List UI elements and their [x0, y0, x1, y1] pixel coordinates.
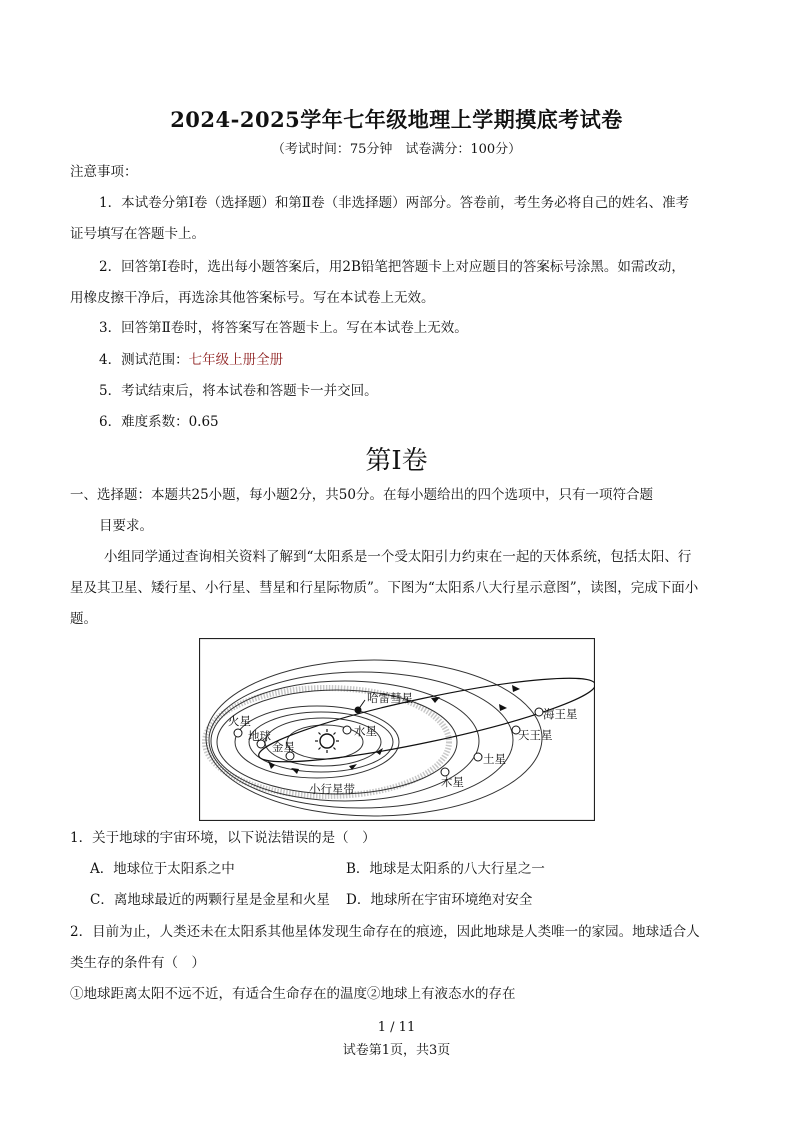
- label-asteroid-belt: 小行星带: [309, 782, 355, 796]
- question-1-option-d[interactable]: D．地球所在宇宙环境绝对安全: [346, 892, 533, 908]
- note-2-line-1: 2．回答第Ⅰ卷时，选出每小题答案后，用2B铅笔把答题卡上对应题目的答案标号涂黑。如需改动，: [99, 259, 685, 275]
- saturn-marker: [474, 753, 482, 761]
- solar-system-diagram: [199, 638, 595, 821]
- label-earth: 地球: [248, 729, 271, 743]
- note-1-line-2: 证号填写在答题卡上。: [70, 226, 205, 242]
- exam-title: 2024-2025学年七年级地理上学期摸底考试卷: [170, 107, 623, 132]
- label-venus: 金星: [272, 740, 295, 754]
- passage-line-2: 星及其卫星、矮行星、小行星、彗星和行星际物质”。下图为“太阳系八大行星示意图”，读图，完成下面小: [70, 580, 699, 596]
- page-info: 试卷第1页，共3页: [342, 1043, 451, 1058]
- note-4: [99, 350, 283, 371]
- question-1-option-b[interactable]: B．地球是太阳系的八大行星之一: [346, 861, 545, 877]
- neptune-marker: [535, 708, 543, 716]
- passage-line-1: 小组同学通过查询相关资料了解到“太阳系是一个受太阳引力约束在一起的天体系统，包括太阳、行: [104, 549, 692, 565]
- section-instruction-line-1: 一、选择题：本题共25小题，每小题2分，共50分。在每小题给出的四个选项中，只有一项符合题: [70, 487, 653, 503]
- label-uranus: 天王星: [518, 728, 553, 742]
- note-5: 5．考试结束后，将本试卷和答题卡一并交回。: [99, 383, 378, 399]
- question-2-stem-line-1: 2．目前为止，人类还未在太阳系其他星体发现生命存在的痕迹，因此地球是人类唯一的家园。地球适合人: [70, 924, 700, 940]
- label-neptune: 海王星: [543, 707, 578, 721]
- label-halley: 哈雷彗星: [367, 691, 413, 705]
- test-scope: 七年级上册全册: [188, 352, 284, 368]
- section-title: 第Ⅰ卷: [365, 446, 428, 476]
- note-3: 3．回答第Ⅱ卷时，将答案写在答题卡上。写在本试卷上无效。: [99, 320, 468, 336]
- note-2-line-2: 用橡皮擦干净后，再选涂其他答案标号。写在本试卷上无效。: [70, 290, 435, 306]
- section-instruction-line-2: 目要求。: [99, 518, 153, 534]
- question-2-stem-line-2: 类生存的条件有（ ）: [70, 955, 205, 971]
- page-number: 1 / 11: [377, 1020, 416, 1035]
- label-jupiter: 木星: [441, 775, 464, 789]
- label-saturn: 土星: [483, 752, 506, 766]
- question-2-statement: ①地球距离太阳不远不近，有适合生命存在的温度②地球上有液态水的存在: [70, 986, 516, 1002]
- exam-subtitle: （考试时间：75分钟 试卷满分：100分）: [271, 142, 522, 157]
- question-1-option-c[interactable]: C．离地球最近的两颗行星是金星和火星: [90, 892, 330, 908]
- note-6: 6．难度系数：0.65: [99, 414, 219, 430]
- label-mars: 火星: [228, 714, 251, 728]
- mars-marker: [234, 729, 242, 737]
- note-1-line-1: 1．本试卷分第Ⅰ卷（选择题）和第Ⅱ卷（非选择题）两部分。答卷前，考生务必将自己的姓名、准考: [99, 195, 690, 211]
- question-1-stem: 1．关于地球的宇宙环境，以下说法错误的是（ ）: [70, 830, 376, 846]
- mercury-marker: [343, 726, 351, 734]
- notes-heading: 注意事项：: [70, 164, 138, 180]
- question-1-option-a[interactable]: A．地球位于太阳系之中: [90, 861, 235, 877]
- label-mercury: 水星: [354, 724, 377, 738]
- passage-line-3: 题。: [70, 611, 97, 627]
- note-4-label: 4．测试范围：: [99, 352, 189, 368]
